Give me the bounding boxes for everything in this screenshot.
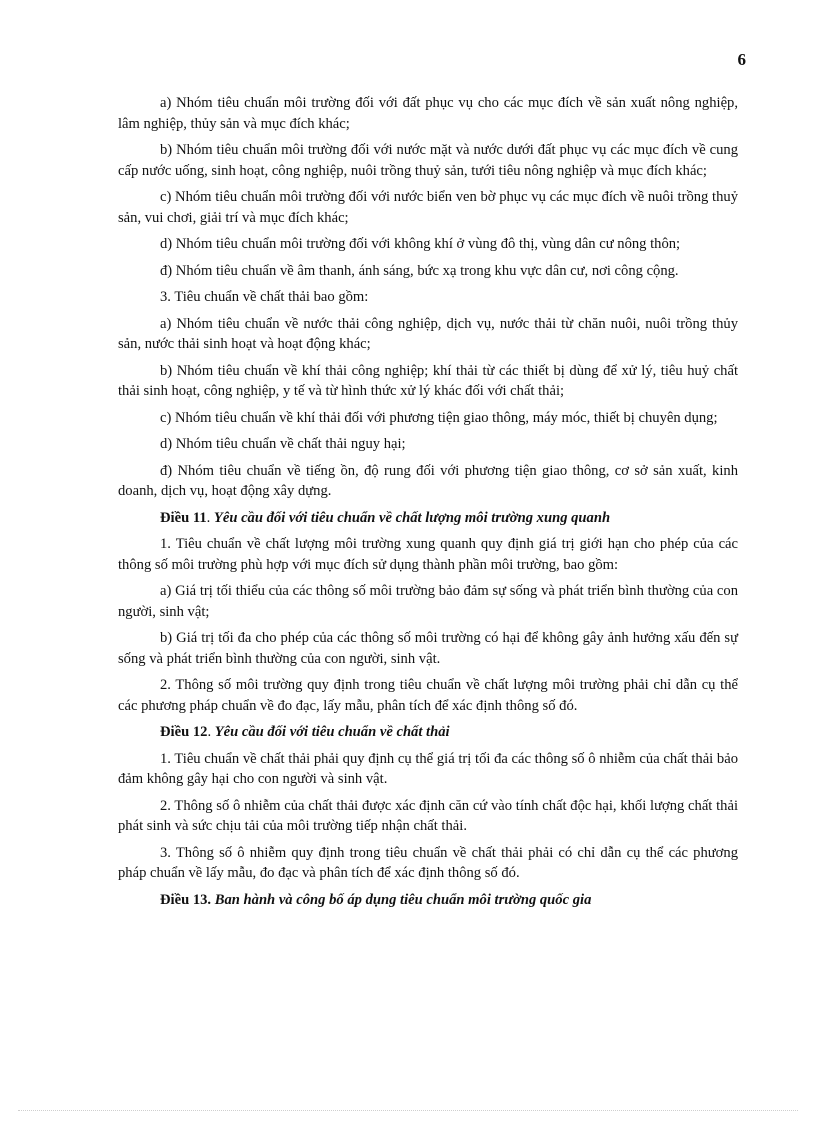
paragraph: 2. Thông số môi trường quy định trong tiêu chuẩn về chất lượng môi trường phải chỉ dẫn cụ thể các phương pháp chuẩn về đo đạc, lấy mẫu, phân tích để xác định thông số đó. [118,677,738,714]
paragraph: 3. Tiêu chuẩn về chất thải bao gồm: [160,289,369,305]
paragraph: b) Nhóm tiêu chuẩn môi trường đối với nước mặt và nước dưới đất phục vụ các mục đích về cung cấp nước uống, sinh hoạt, công nghiệp, nuôi trồng thuỷ sản, tưới tiêu nông nghiệp và mục đích khác; [118,142,738,179]
paragraph: a) Giá trị tối thiểu của các thông số môi trường bảo đảm sự sống và phát triển bình thường của con người, sinh vật; [118,583,738,620]
article-12-label: Điều 12 [160,724,208,740]
article-11-label: Điều 11 [160,509,207,526]
paragraph: 2. Thông số ô nhiễm của chất thải được xác định căn cứ vào tính chất độc hại, khối lượng chất thải phát sinh và sức chịu tải của môi trường tiếp nhận chất thải. [118,797,738,834]
paragraph: đ) Nhóm tiêu chuẩn về tiếng ồn, độ rung đối với phương tiện giao thông, cơ sở sản xuất, kinh doanh, dịch vụ, hoạt động xây dựng. [118,462,738,499]
article-12-heading: Điều 12. Yêu cầu đối với tiêu chuẩn về chất thải [160,724,450,740]
paragraph: b) Giá trị tối đa cho phép của các thông số môi trường có hại để không gây ảnh hưởng xấu đến sự sống và phát triển bình thường của con người, sinh vật. [118,630,738,667]
document-body [118,93,738,916]
article-12-title: Yêu cầu đối với tiêu chuẩn về chất thải [214,724,450,740]
article-11-title: Yêu cầu đối với tiêu chuẩn về chất lượng môi trường xung quanh [213,509,611,526]
article-13-label: Điều 13. [160,891,212,908]
article-13-heading [118,890,738,911]
paragraph: c) Nhóm tiêu chuẩn môi trường đối với nước biển ven bờ phục vụ các mục đích về nuôi trồng thuỷ sản, vui chơi, giải trí và mục đích khác; [118,189,738,226]
paragraph: b) Nhóm tiêu chuẩn về khí thải công nghiệp; khí thải từ các thiết bị dùng để xử lý, tiêu huỷ chất thải sinh hoạt, công nghiệp, y tế và từ hình thức xử lý khác đối với chất thải; [118,362,738,399]
paragraph: 3. Thông số ô nhiễm quy định trong tiêu chuẩn về chất thải phải có chỉ dẫn cụ thể các phương pháp chuẩn về lấy mẫu, đo đạc và phân tích để xác định thông số đó. [118,844,738,881]
page-bottom-divider [18,1110,798,1111]
page-number: 6 [737,50,746,69]
paragraph: a) Nhóm tiêu chuẩn về nước thải công nghiệp, dịch vụ, nước thải từ chăn nuôi, nuôi trồng thủy sản, nước thải sinh hoạt và hoạt động khác; [118,315,738,352]
article-13-title: Ban hành và công bố áp dụng tiêu chuẩn môi trường quốc gia [214,891,592,908]
paragraph: đ) Nhóm tiêu chuẩn về âm thanh, ánh sáng, bức xạ trong khu vực dân cư, nơi công cộng. [160,262,679,279]
paragraph: c) Nhóm tiêu chuẩn về khí thải đối với phương tiện giao thông, máy móc, thiết bị chuyên dụng; [160,409,718,426]
paragraph: d) Nhóm tiêu chuẩn về chất thải nguy hại; [160,436,406,452]
paragraph: 1. Tiêu chuẩn về chất thải phải quy định cụ thể giá trị tối đa các thông số ô nhiễm của chất thải bảo đảm không gây hại cho con người và sinh vật. [118,750,738,787]
paragraph: d) Nhóm tiêu chuẩn môi trường đối với không khí ở vùng đô thị, vùng dân cư nông thôn; [160,236,681,252]
article-11-heading: Điều 11. Yêu cầu đối với tiêu chuẩn về chất lượng môi trường xung quanh [160,509,611,526]
paragraph: 1. Tiêu chuẩn về chất lượng môi trường xung quanh quy định giá trị giới hạn cho phép của các thông số môi trường phù hợp với mục đích sử dụng thành phần môi trường, bao gồm: [118,536,738,573]
paragraph: a) Nhóm tiêu chuẩn môi trường đối với đất phục vụ cho các mục đích về sản xuất nông nghiệp, lâm nghiệp, thủy sản và mục đích khác; [118,95,738,132]
